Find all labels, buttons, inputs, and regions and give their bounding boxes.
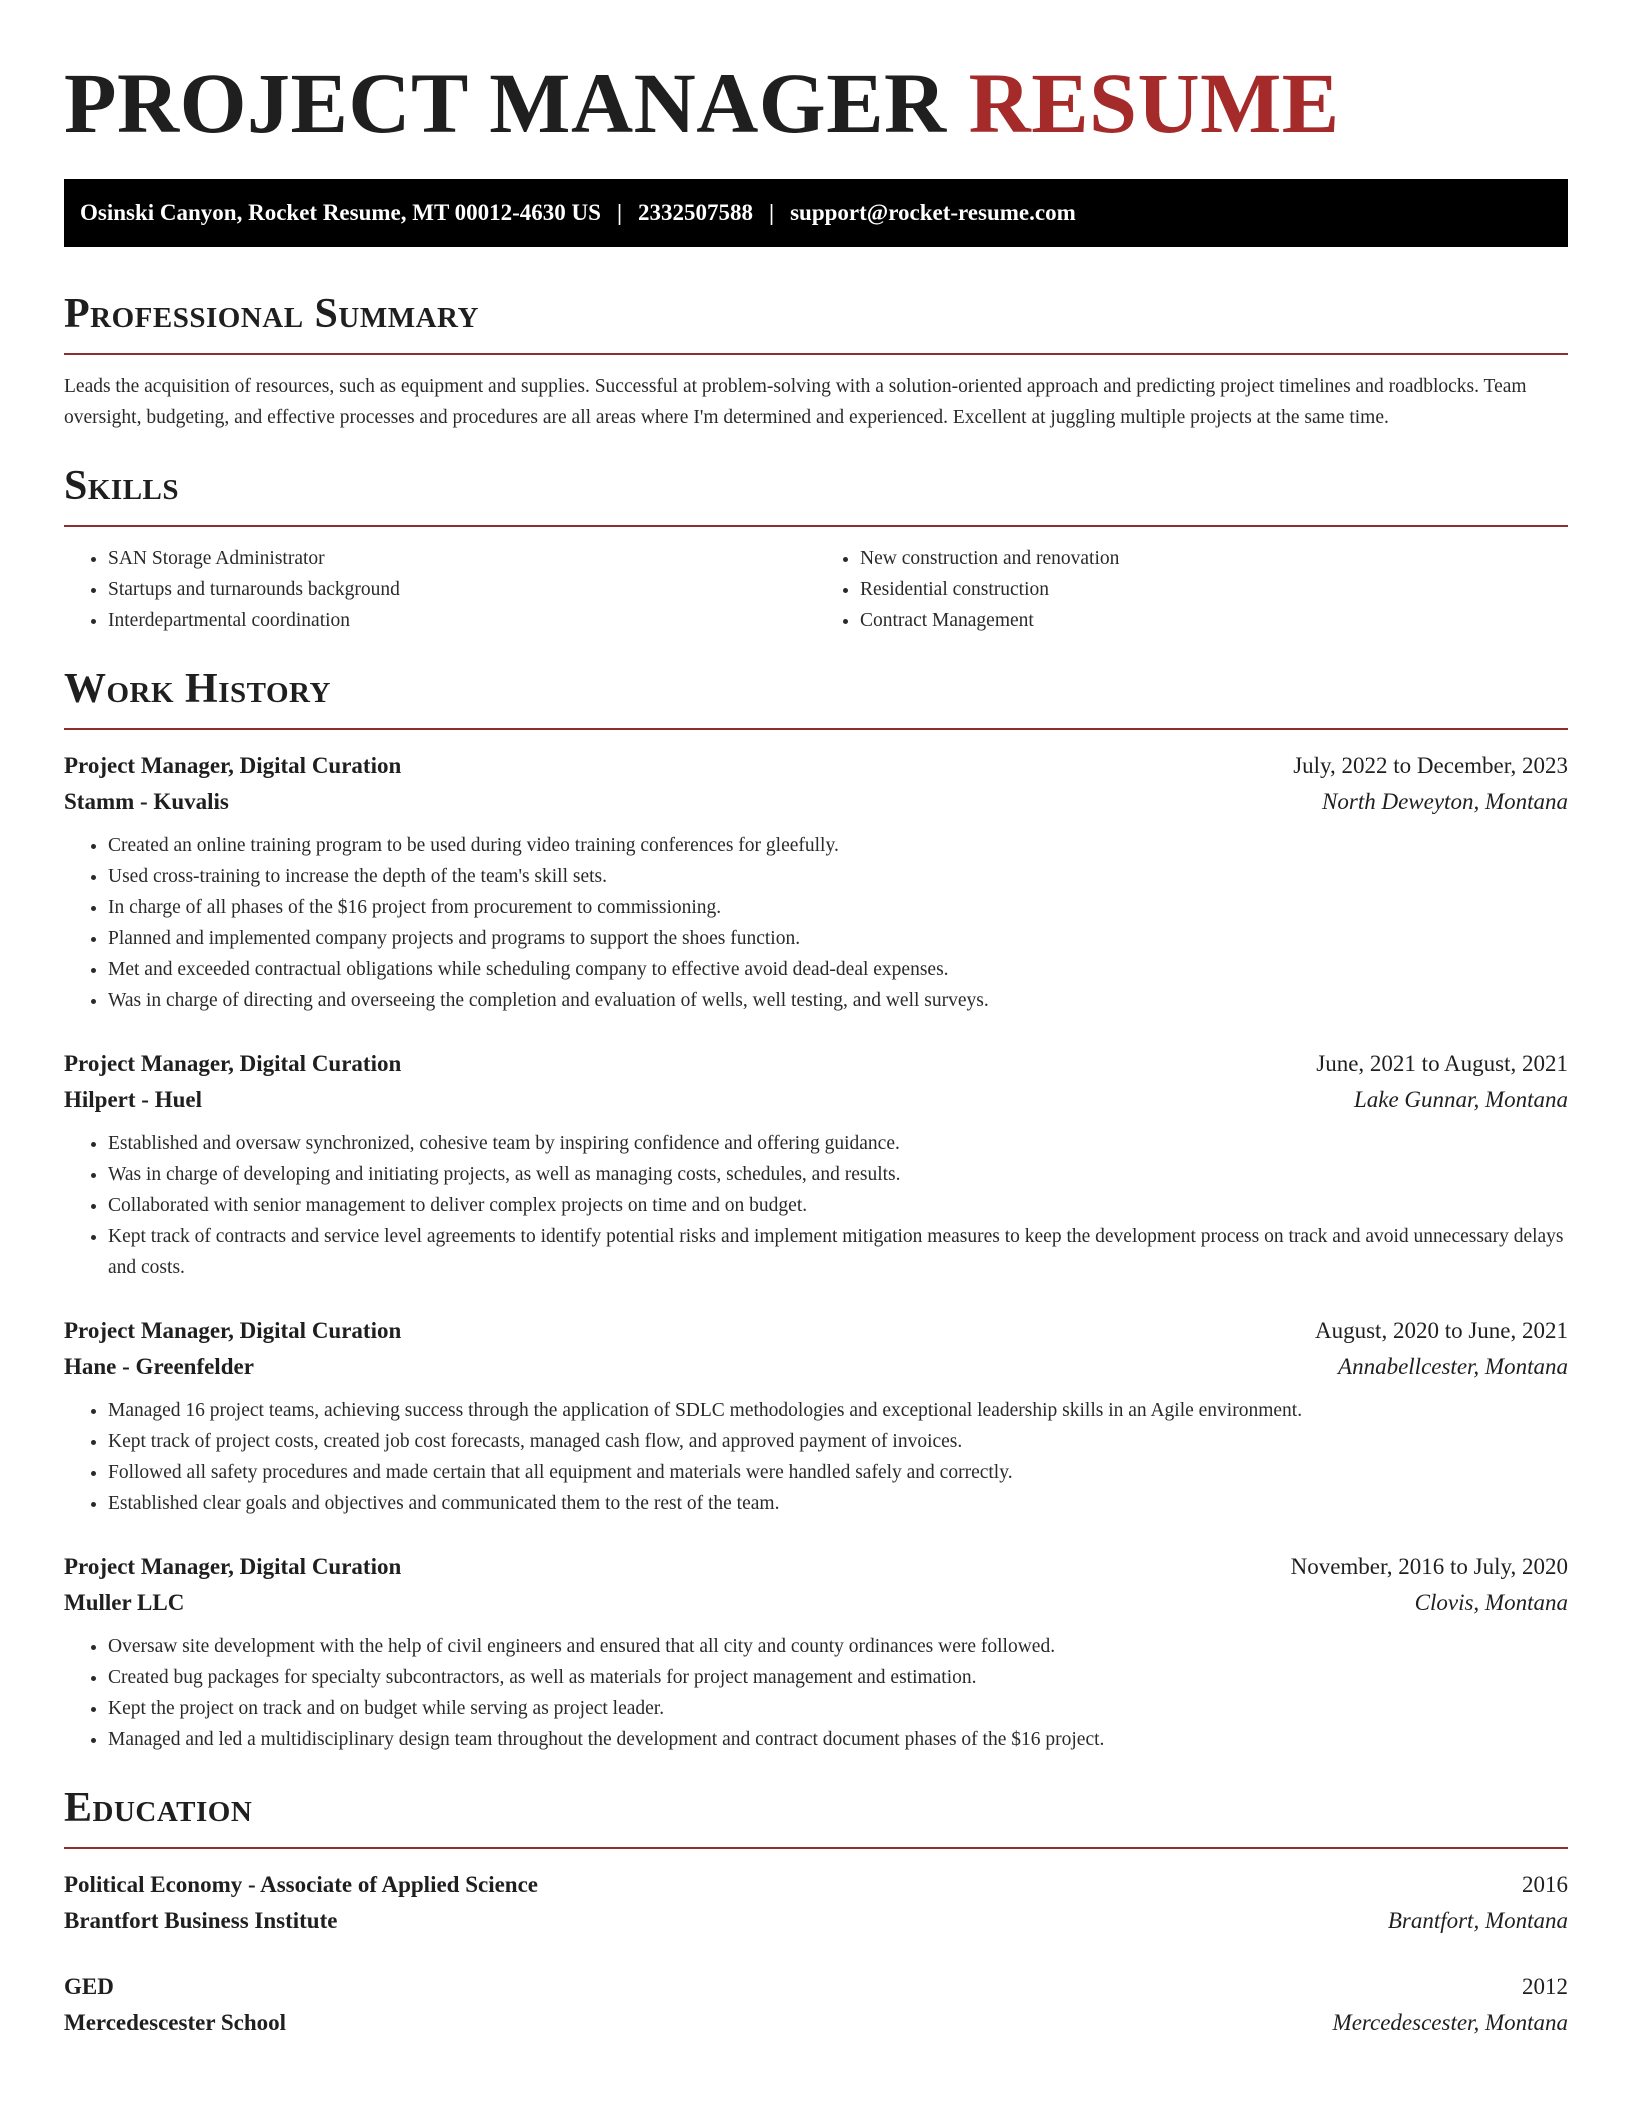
job-company-row: [64, 1082, 1568, 1118]
job-bullet: • Met and exceeded contractual obligations while scheduling company to effective avoid dead-deal expenses.: [108, 954, 1568, 985]
education-section: [64, 1785, 1568, 2041]
education-degree: Political Economy - Associate of Applied Science: [64, 1872, 539, 1898]
work-history-heading: Work History: [64, 665, 331, 712]
skills-section: [64, 463, 1568, 636]
education-school: Mercedescester School: [64, 2010, 287, 2036]
job-bullet: • Established and oversaw synchronized, cohesive team by inspiring confidence and offering guidance.: [108, 1128, 1568, 1159]
job-bullet: • Managed and led a multidisciplinary design team throughout the development and contract document phases of the $16 project.: [108, 1724, 1568, 1755]
job-bullet: • Collaborated with senior management to deliver complex projects on time and on budget.: [108, 1190, 1568, 1221]
job-entry: [64, 1046, 1568, 1283]
job-entry: [64, 748, 1568, 1016]
skill-item: • Interdepartmental coordination: [108, 605, 816, 636]
job-company-row: [64, 1585, 1568, 1621]
summary-text: Leads the acquisition of resources, such as equipment and supplies. Successful at problem-solving with a solution-oriented approach and predicting project timelines and roadblocks. Team oversight, budgeting, and effective processes and procedures are all areas where I'm determined and experienced. Excellent at juggling multiple projects at the same time.: [64, 375, 1527, 428]
education-entry: [64, 1867, 1568, 1939]
job-bullet: • Kept track of project costs, created job cost forecasts, managed cash flow, and approved payment of invoices.: [108, 1426, 1568, 1457]
job-dates: July, 2022 to December, 2023: [1293, 753, 1568, 779]
education-year: 2012: [1522, 1974, 1568, 2000]
job-bullets: [64, 830, 1568, 1016]
title-main: PROJECT MANAGER: [64, 55, 947, 151]
education-heading: Education: [64, 1785, 253, 1832]
education-year: 2016: [1522, 1872, 1568, 1898]
education-school-row: [64, 1903, 1568, 1939]
skill-item: • Startups and turnarounds background: [108, 574, 816, 605]
skill-item: • New construction and renovation: [860, 543, 1568, 574]
job-location: Lake Gunnar, Montana: [1353, 1087, 1568, 1113]
job-header-row: [64, 1313, 1568, 1349]
section-divider: [64, 525, 1568, 527]
job-title: Project Manager, Digital Curation: [64, 1318, 402, 1344]
section-divider: [64, 1847, 1568, 1849]
skill-item: • SAN Storage Administrator: [108, 543, 816, 574]
education-school: Brantfort Business Institute: [64, 1908, 338, 1934]
job-bullet: • Was in charge of directing and overseeing the completion and evaluation of wells, well testing, and well surveys.: [108, 985, 1568, 1016]
education-school-row: [64, 2005, 1568, 2041]
work-history-section: [64, 666, 1568, 1755]
job-company-row: [64, 1349, 1568, 1385]
job-header-row: [64, 1046, 1568, 1082]
job-entry: [64, 1549, 1568, 1755]
job-title: Project Manager, Digital Curation: [64, 753, 402, 779]
contact-email[interactable]: support@rocket-resume.com: [790, 199, 1076, 225]
job-bullet: • Was in charge of developing and initiating projects, as well as managing costs, schedules, and results.: [108, 1159, 1568, 1190]
contact-separator: |: [769, 199, 775, 225]
education-header-row: [64, 1969, 1568, 2005]
job-company: Hane - Greenfelder: [64, 1354, 254, 1380]
contact-address: Osinski Canyon, Rocket Resume, MT 00012-4630 US: [80, 199, 601, 225]
job-bullet: • Used cross-training to increase the depth of the team's skill sets.: [108, 861, 1568, 892]
section-divider: [64, 353, 1568, 355]
job-dates: November, 2016 to July, 2020: [1290, 1554, 1568, 1580]
job-bullet: • Oversaw site development with the help of civil engineers and ensured that all city and county ordinances were followed.: [108, 1631, 1568, 1662]
job-bullet: • Established clear goals and objectives and communicated them to the rest of the team.: [108, 1488, 1568, 1519]
job-company: Hilpert - Huel: [64, 1087, 202, 1113]
skills-columns: [64, 543, 1568, 636]
job-location: North Deweyton, Montana: [1322, 789, 1568, 815]
job-dates: August, 2020 to June, 2021: [1315, 1318, 1568, 1344]
contact-separator: |: [616, 199, 623, 225]
job-bullet: • Planned and implemented company projects and programs to support the shoes function.: [108, 923, 1568, 954]
job-dates: June, 2021 to August, 2021: [1316, 1051, 1568, 1077]
resume-title: [64, 56, 1568, 151]
job-bullet: • Created an online training program to be used during video training conferences for gleefully.: [108, 830, 1568, 861]
skills-column-2: [816, 543, 1568, 636]
education-header-row: [64, 1867, 1568, 1903]
skill-item: • Contract Management: [860, 605, 1568, 636]
education-entry: [64, 1969, 1568, 2041]
job-company: Stamm - Kuvalis: [64, 789, 229, 815]
skills-heading: Skills: [64, 462, 180, 509]
job-header-row: [64, 748, 1568, 784]
education-location: Mercedescester, Montana: [1332, 2010, 1568, 2036]
job-location: Annabellcester, Montana: [1338, 1354, 1568, 1380]
job-bullet: • Created bug packages for specialty subcontractors, as well as materials for project management and estimation.: [108, 1662, 1568, 1693]
job-bullets: [64, 1128, 1568, 1283]
job-bullet: • Managed 16 project teams, achieving success through the application of SDLC methodologies and exceptional leadership skills in an Agile environment.: [108, 1395, 1568, 1426]
job-bullet: • Kept track of contracts and service level agreements to identify potential risks and implement mitigation measures to keep the development process on track and avoid unnecessary delays and costs.: [108, 1221, 1568, 1283]
title-accent: RESUME: [968, 55, 1340, 151]
job-header-row: [64, 1549, 1568, 1585]
education-location: Brantfort, Montana: [1387, 1908, 1568, 1934]
education-degree: GED: [64, 1974, 114, 2000]
job-entry: [64, 1313, 1568, 1519]
summary-heading: Professional Summary: [64, 290, 479, 337]
contact-phone[interactable]: 2332507588: [638, 199, 754, 225]
job-company-row: [64, 784, 1568, 820]
job-bullet: • In charge of all phases of the $16 project from procurement to commissioning.: [108, 892, 1568, 923]
skill-item: • Residential construction: [860, 574, 1568, 605]
job-bullet: • Followed all safety procedures and made certain that all equipment and materials were handled safely and correctly.: [108, 1457, 1568, 1488]
job-bullets: [64, 1631, 1568, 1755]
skills-column-1: [64, 543, 816, 636]
job-bullet: • Kept the project on track and on budget while serving as project leader.: [108, 1693, 1568, 1724]
contact-bar: [64, 179, 1568, 247]
job-title: Project Manager, Digital Curation: [64, 1554, 402, 1580]
job-bullets: [64, 1395, 1568, 1519]
job-location: Clovis, Montana: [1414, 1590, 1568, 1616]
section-divider: [64, 728, 1568, 730]
job-company: Muller LLC: [64, 1590, 185, 1616]
summary-section: [64, 291, 1568, 433]
job-title: Project Manager, Digital Curation: [64, 1051, 402, 1077]
